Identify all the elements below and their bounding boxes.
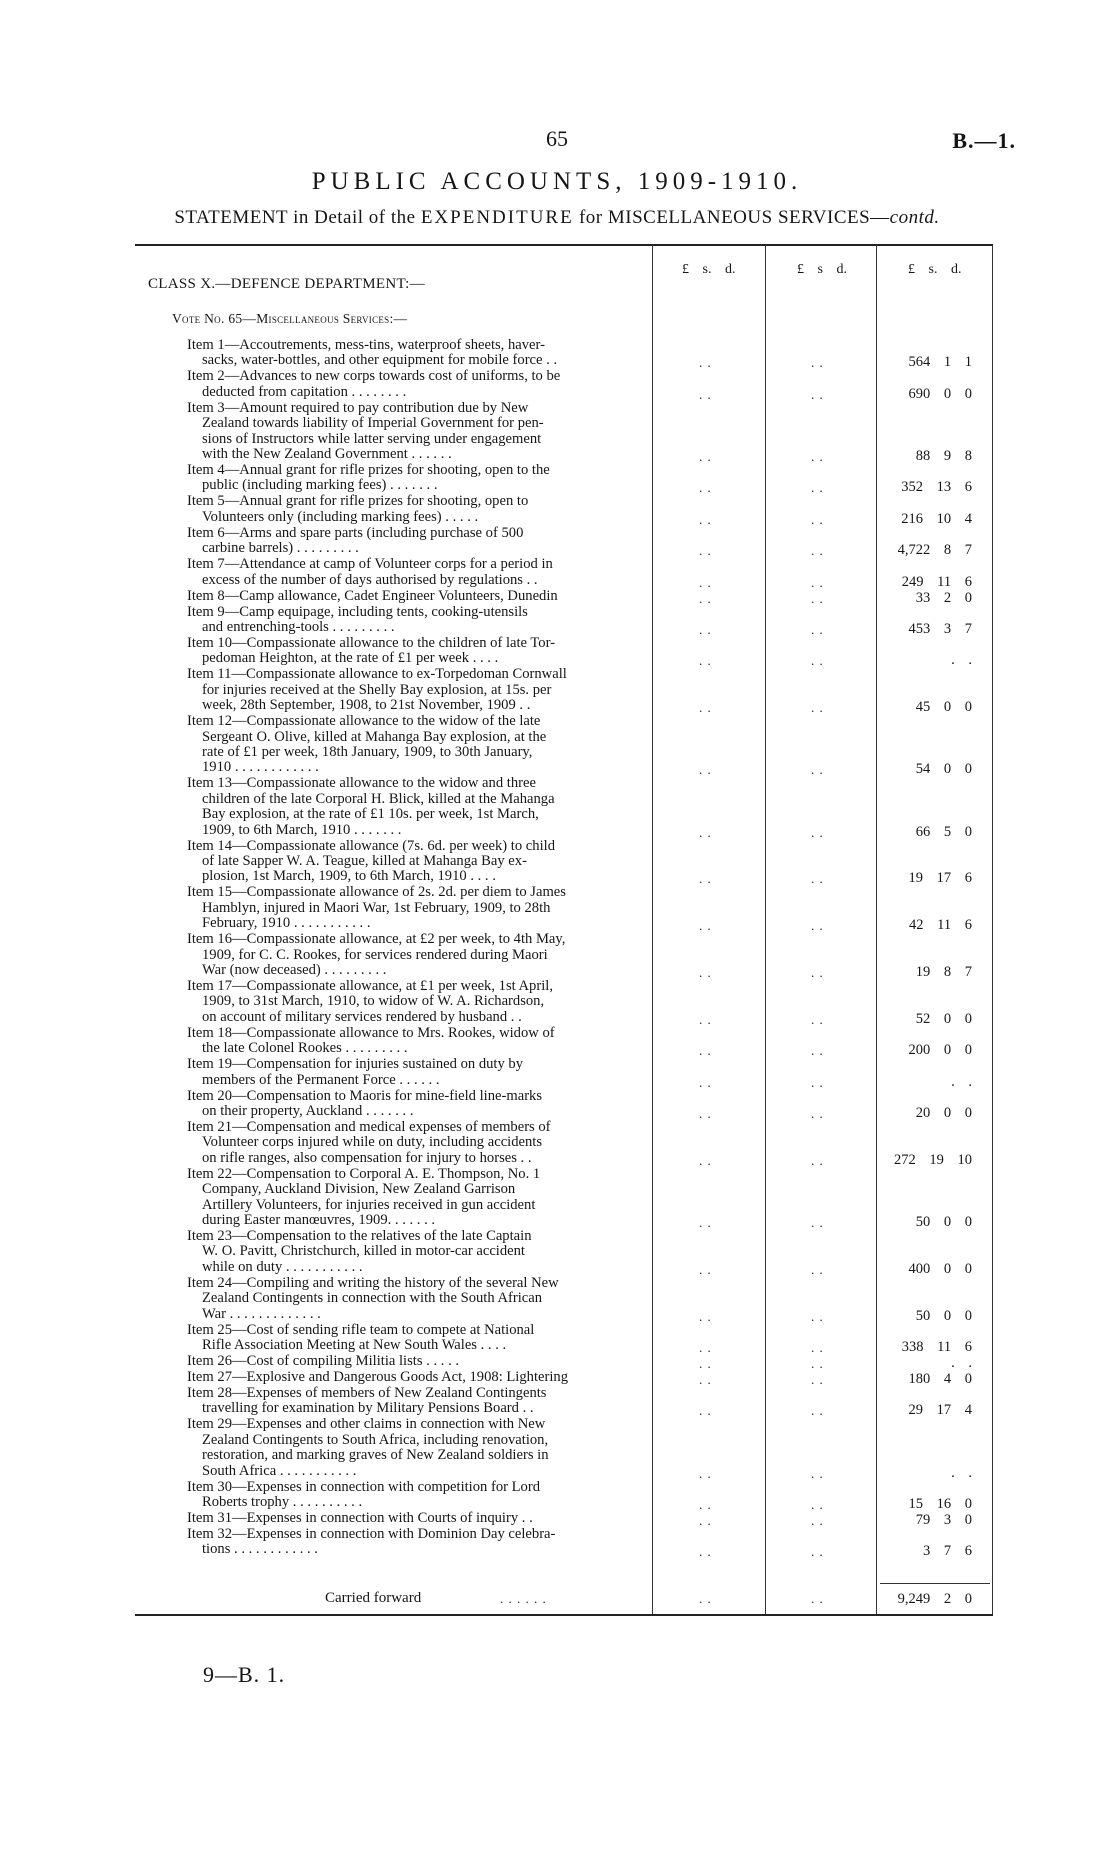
empty-cell-col1: . . — [699, 1403, 712, 1419]
item-amount: . . — [951, 652, 972, 669]
column-header: £ s. d. — [682, 262, 736, 277]
empty-cell-col1: . . — [699, 574, 712, 590]
item-line: Item 30—Expenses in connection with competition for Lord — [187, 1479, 541, 1495]
item-amount: 52 0 0 — [915, 1010, 972, 1027]
empty-cell-col2: . . — [811, 622, 824, 637]
empty-cell-col2: . . — [811, 1074, 824, 1090]
item-amount: 3 7 6 — [923, 1543, 972, 1560]
item-line: 1910 . . . . . . . . . . . . — [202, 760, 319, 776]
page-subtitle — [0, 207, 1114, 229]
empty-cell-col2: . . — [811, 1106, 824, 1121]
empty-cell-col1: . . — [699, 762, 712, 778]
empty-cell-col1: . . — [699, 1513, 712, 1528]
item-amount: 453 3 7 — [908, 621, 972, 637]
empty-cell-col1: . . — [699, 1106, 712, 1121]
carried-forward-total-rule — [880, 1583, 990, 1584]
empty-cell-col1: . . — [699, 1308, 712, 1324]
item-amount: 19 8 7 — [915, 964, 972, 980]
item-line: Item 28—Expenses of members of New Zealand Contingents — [187, 1386, 547, 1401]
item-line: Item 13—Compassionate allowance to the widow and three — [187, 776, 536, 792]
item-line: Item 7—Attendance at camp of Volunteer corps for a period in — [187, 557, 553, 573]
item-line: on rifle ranges, also compensation for injury to horses . . — [202, 1150, 532, 1166]
item-line: Sergeant O. Olive, killed at Mahanga Bay explosion, at the — [202, 729, 547, 745]
empty-cell-col2: . . — [811, 543, 824, 559]
item-line: plosion, 1st March, 1909, to 6th March, 1910 . . . . — [202, 869, 496, 885]
empty-cell-col2: . . — [811, 449, 824, 464]
item-line: Item 12—Compassionate allowance to the widow of the late — [187, 714, 541, 730]
item-text — [187, 605, 646, 636]
item-line: Item 4—Annual grant for rifle prizes for shooting, open to the — [187, 463, 550, 478]
item-text — [187, 667, 646, 713]
table-bottom-rule — [135, 1614, 993, 1616]
empty-cell-col1: . . — [699, 824, 712, 840]
item-amount: 45 0 0 — [915, 699, 972, 716]
item-text — [187, 401, 646, 463]
empty-cell-col2: . . — [811, 590, 824, 606]
empty-cell-col2: . . — [811, 480, 824, 496]
empty-cell-col2: . . — [811, 386, 824, 402]
item-line: Item 21—Compensation and medical expenses of members of — [187, 1120, 551, 1135]
item-text — [187, 1323, 646, 1354]
item-text — [187, 1120, 646, 1166]
item-line: 1909, to 6th March, 1910 . . . . . . . — [202, 822, 402, 838]
item-line: 1909, to 31st March, 1910, to widow of W. A. Richardson, — [202, 994, 545, 1010]
item-line: on their property, Auckland . . . . . . . — [202, 1104, 414, 1119]
item-text — [187, 714, 646, 776]
item-text — [187, 557, 646, 588]
item-line: public (including marking fees) . . . . . . . — [202, 478, 438, 494]
item-amount: 42 11 6 — [909, 917, 972, 934]
item-line: Item 17—Compassionate allowance, at £1 per week, 1st April, — [187, 979, 553, 994]
item-text — [187, 1057, 646, 1088]
item-text — [187, 636, 646, 667]
footer-reference: 9—B. 1. — [203, 1662, 286, 1687]
item-amount: . . — [951, 1073, 972, 1090]
empty-cell-col2: . . — [811, 1011, 824, 1027]
item-line: Item 24—Compiling and writing the history of the several New — [187, 1275, 559, 1291]
page-number: 65 — [546, 126, 568, 151]
item-line: pedoman Heighton, at the rate of £1 per week . . . . — [202, 651, 499, 667]
item-amount: 180 4 0 — [908, 1371, 972, 1387]
empty-cell-col2: . . — [811, 1043, 824, 1059]
item-line: for injuries received at the Shelly Bay explosion, at 15s. per — [202, 682, 552, 698]
empty-cell-col1: . . — [699, 1011, 712, 1027]
carried-forward-empty-col2: . . — [811, 1591, 824, 1606]
item-line: week, 28th September, 1908, to 21st November, 1909 . . — [202, 698, 531, 714]
item-line: February, 1910 . . . . . . . . . . . — [202, 916, 371, 932]
item-line: Item 31—Expenses in connection with Courts of inquiry . . — [187, 1511, 533, 1526]
empty-cell-col1: . . — [699, 386, 712, 402]
vote-heading: Vote No. 65—Miscellaneous Services:— — [172, 311, 408, 326]
empty-cell-col2: . . — [811, 1152, 824, 1168]
item-amount: 216 10 4 — [901, 510, 972, 527]
subtitle-mid: in Detail of the — [293, 207, 416, 228]
empty-cell-col1: . . — [699, 1544, 712, 1560]
item-line: the late Colonel Rookes . . . . . . . . . — [202, 1041, 408, 1057]
subtitle-prefix: STATEMENT — [174, 207, 288, 228]
item-amount: 400 0 0 — [908, 1260, 972, 1277]
item-line: Item 20—Compensation to Maoris for mine-field line-marks — [187, 1088, 543, 1104]
empty-cell-col1: . . — [699, 622, 712, 637]
empty-cell-col1: . . — [699, 1215, 712, 1230]
item-amount: 200 0 0 — [908, 1042, 972, 1059]
carried-forward-leader: . . . . . . — [500, 1591, 547, 1606]
empty-cell-col1: . . — [699, 1497, 712, 1512]
empty-cell-col1: . . — [699, 965, 712, 980]
item-line: Item 18—Compassionate allowance to Mrs. Rookes, widow of — [187, 1025, 555, 1041]
empty-cell-col2: . . — [811, 355, 824, 371]
item-line: Rifle Association Meeting at New South Wales . . . . — [202, 1338, 507, 1353]
empty-cell-col2: . . — [811, 1403, 824, 1419]
item-amount: 33 2 0 — [915, 589, 972, 606]
item-text — [187, 1354, 646, 1369]
subtitle-rest: for MISCELLANEOUS SERVICES— — [578, 207, 890, 228]
item-line: Hamblyn, injured in Maori War, 1st February, 1909, to 28th — [202, 900, 551, 916]
empty-cell-col1: . . — [699, 543, 712, 559]
item-line: children of the late Corporal H. Blick, killed at the Mahanga — [202, 791, 555, 807]
empty-cell-col2: . . — [811, 1465, 824, 1481]
item-text — [187, 494, 646, 525]
carried-forward-label: Carried forward — [325, 1590, 422, 1606]
item-text — [187, 589, 646, 604]
empty-cell-col2: . . — [811, 1261, 824, 1277]
item-text — [187, 338, 646, 369]
document-reference: B.—1. — [952, 128, 1016, 153]
item-line: while on duty . . . . . . . . . . . — [202, 1259, 363, 1275]
item-amount: 352 13 6 — [901, 479, 972, 496]
item-amount: . . — [951, 1464, 972, 1481]
empty-cell-col1: . . — [699, 449, 712, 464]
item-line: carbine barrels) . . . . . . . . . — [202, 541, 359, 557]
empty-cell-col1: . . — [699, 700, 712, 716]
empty-cell-col1: . . — [699, 511, 712, 527]
empty-cell-col1: . . — [699, 590, 712, 606]
item-line: Volunteer corps injured while on duty, including accidents — [202, 1135, 543, 1151]
carried-forward-amount: 9,249 2 0 — [897, 1591, 972, 1607]
carried-forward-empty-col1: . . — [699, 1591, 712, 1606]
item-amount: 50 0 0 — [915, 1214, 972, 1230]
subtitle-contd: contd. — [889, 207, 940, 228]
subtitle-expenditure: EXPENDITURE — [420, 207, 574, 228]
item-text — [187, 526, 646, 557]
item-line: Item 8—Camp allowance, Cadet Engineer Volunteers, Dunedin — [187, 588, 558, 604]
item-text — [187, 776, 646, 838]
item-line: Item 16—Compassionate allowance, at £2 per week, to 4th May, — [187, 932, 566, 948]
item-text — [187, 1167, 646, 1229]
item-line: W. O. Pavitt, Christchurch, killed in motor-car accident — [202, 1244, 525, 1260]
item-line: with the New Zealand Government . . . . . . — [202, 447, 452, 463]
item-line: Item 23—Compensation to the relatives of the late Captain — [187, 1229, 532, 1244]
item-line: Volunteers only (including marking fees) . . . . . — [202, 509, 479, 525]
item-text — [187, 932, 646, 978]
column-header: £ s d. — [797, 262, 847, 277]
item-amount: 564 1 1 — [908, 354, 972, 371]
item-text — [187, 1511, 646, 1526]
column-divider — [652, 245, 653, 1614]
empty-cell-col2: . . — [811, 1215, 824, 1230]
item-line: Item 29—Expenses and other claims in connection with New — [187, 1417, 546, 1433]
column-divider — [765, 245, 766, 1614]
item-line: rate of £1 per week, 18th January, 1909, to 30th January, — [202, 745, 533, 760]
empty-cell-col2: . . — [811, 1356, 824, 1371]
empty-cell-col2: . . — [811, 574, 824, 590]
item-line: Item 2—Advances to new corps towards cost of uniforms, to be — [187, 369, 561, 385]
item-text — [187, 1370, 646, 1385]
item-amount: 79 3 0 — [915, 1512, 972, 1528]
empty-cell-col1: . . — [699, 1074, 712, 1090]
item-line: Item 9—Camp equipage, including tents, cooking-utensils — [187, 604, 528, 620]
item-line: Item 6—Arms and spare parts (including purchase of 500 — [187, 525, 524, 541]
column-header: £ s. d. — [908, 262, 962, 277]
item-amount: 20 0 0 — [915, 1105, 972, 1121]
item-line: Item 11—Compassionate allowance to ex-Torpedoman Cornwall — [187, 667, 567, 683]
item-text — [187, 1229, 646, 1275]
item-line: Item 3—Amount required to pay contribution due by New — [187, 400, 529, 416]
item-line: Item 32—Expenses in connection with Dominion Day celebra- — [187, 1527, 556, 1542]
item-line: War . . . . . . . . . . . . . — [202, 1306, 321, 1322]
item-text — [187, 1386, 646, 1417]
item-amount: 15 16 0 — [908, 1496, 972, 1512]
item-amount: 54 0 0 — [915, 761, 972, 778]
item-line: Item 1—Accoutrements, mess-tins, waterproof sheets, haver- — [187, 338, 545, 353]
item-text — [187, 1417, 646, 1479]
empty-cell-col1: . . — [699, 480, 712, 496]
item-text — [187, 839, 646, 885]
item-text — [187, 1089, 646, 1120]
item-line: travelling for examination by Military Pensions Board . . — [202, 1401, 534, 1417]
item-line: Item 25—Cost of sending rifle team to compete at National — [187, 1322, 535, 1338]
item-text — [187, 1527, 646, 1558]
empty-cell-col1: . . — [699, 1372, 712, 1387]
item-text — [187, 885, 646, 931]
empty-cell-col2: . . — [811, 1497, 824, 1512]
empty-cell-col2: . . — [811, 824, 824, 840]
empty-cell-col1: . . — [699, 1465, 712, 1481]
empty-cell-col1: . . — [699, 355, 712, 371]
item-line: Item 10—Compassionate allowance to the children of late Tor- — [187, 636, 556, 651]
item-line: sions of Instructors while latter serving under engagement — [202, 431, 542, 447]
empty-cell-col2: . . — [811, 1544, 824, 1560]
empty-cell-col1: . . — [699, 1043, 712, 1059]
empty-cell-col1: . . — [699, 1340, 712, 1355]
empty-cell-col1: . . — [699, 871, 712, 887]
item-amount: 66 5 0 — [915, 823, 972, 840]
item-line: during Easter manœuvres, 1909. . . . . . . — [202, 1213, 436, 1229]
item-line: Zealand Contingents to South Africa, including renovation, — [202, 1432, 549, 1448]
item-line: War (now deceased) . . . . . . . . . — [202, 963, 387, 978]
table-top-rule — [135, 244, 993, 246]
item-line: Company, Auckland Division, New Zealand Garrison — [202, 1182, 516, 1198]
item-line: Roberts trophy . . . . . . . . . . — [202, 1495, 363, 1510]
empty-cell-col2: . . — [811, 1308, 824, 1324]
item-text — [187, 1026, 646, 1057]
item-line: on account of military services rendered by husband . . — [202, 1009, 522, 1025]
empty-cell-col2: . . — [811, 918, 824, 934]
item-line: Zealand towards liability of Imperial Government for pen- — [202, 416, 544, 432]
empty-cell-col2: . . — [811, 965, 824, 980]
item-amount: 338 11 6 — [901, 1339, 972, 1355]
item-text — [187, 1276, 646, 1322]
item-amount: 249 11 6 — [901, 573, 972, 590]
item-line: tions . . . . . . . . . . . . — [202, 1542, 318, 1558]
item-line: Item 26—Cost of compiling Militia lists . . . . . — [187, 1354, 460, 1369]
item-line: Item 14—Compassionate allowance (7s. 6d. per week) to child — [187, 838, 555, 854]
empty-cell-col2: . . — [811, 653, 824, 669]
empty-cell-col2: . . — [811, 1513, 824, 1528]
item-text — [187, 463, 646, 494]
item-line: Item 15—Compassionate allowance of 2s. 2d. per diem to James — [187, 885, 566, 901]
item-line: Bay explosion, at the rate of £1 10s. per week, 1st March, — [202, 807, 539, 823]
empty-cell-col2: . . — [811, 762, 824, 778]
item-line: sacks, water-bottles, and other equipment for mobile force . . — [202, 353, 558, 369]
item-line: members of the Permanent Force . . . . . . — [202, 1072, 440, 1088]
item-amount: 19 17 6 — [908, 870, 972, 887]
item-line: Artillery Volunteers, for injuries received in gun accident — [202, 1197, 536, 1213]
item-line: Item 5—Annual grant for rifle prizes for shooting, open to — [187, 494, 529, 510]
item-amount: . . — [951, 1355, 972, 1371]
empty-cell-col2: . . — [811, 1340, 824, 1355]
item-amount: 690 0 0 — [908, 385, 972, 402]
empty-cell-col1: . . — [699, 653, 712, 669]
item-line: excess of the number of days authorised by regulations . . — [202, 572, 538, 588]
item-amount: 29 17 4 — [908, 1402, 972, 1419]
item-amount: 4,722 8 7 — [897, 542, 972, 559]
empty-cell-col1: . . — [699, 1261, 712, 1277]
page-title: PUBLIC ACCOUNTS, 1909-1910. — [311, 168, 803, 195]
item-line: Item 22—Compensation to Corporal A. E. Thompson, No. 1 — [187, 1166, 541, 1182]
item-text — [187, 369, 646, 400]
empty-cell-col1: . . — [699, 918, 712, 934]
column-divider — [992, 245, 993, 1614]
class-heading: CLASS X.—DEFENCE DEPARTMENT:— — [148, 276, 425, 292]
empty-cell-col2: . . — [811, 511, 824, 527]
item-amount: 50 0 0 — [915, 1307, 972, 1324]
empty-cell-col1: . . — [699, 1356, 712, 1371]
empty-cell-col2: . . — [811, 700, 824, 716]
empty-cell-col2: . . — [811, 871, 824, 887]
item-line: 1909, for C. C. Rookes, for services rendered during Maori — [202, 947, 548, 963]
item-line: restoration, and marking graves of New Zealand soldiers in — [202, 1448, 549, 1464]
item-line: Zealand Contingents in connection with the South African — [202, 1291, 543, 1307]
item-text — [187, 979, 646, 1025]
empty-cell-col2: . . — [811, 1372, 824, 1387]
item-line: of late Sapper W. A. Teague, killed at Mahanga Bay ex- — [202, 854, 527, 869]
column-divider — [876, 245, 877, 1614]
item-line: deducted from capitation . . . . . . . . — [202, 384, 407, 400]
empty-cell-col1: . . — [699, 1152, 712, 1168]
item-line: Item 19—Compensation for injuries sustained on duty by — [187, 1057, 524, 1073]
item-line: South Africa . . . . . . . . . . . — [202, 1463, 357, 1479]
item-amount: 272 19 10 — [894, 1151, 972, 1168]
item-line: Item 27—Explosive and Dangerous Goods Act, 1908: Lightering — [187, 1370, 568, 1385]
item-line: and entrenching-tools . . . . . . . . . — [202, 620, 395, 635]
item-text — [187, 1480, 646, 1511]
item-amount: 88 9 8 — [915, 448, 972, 464]
